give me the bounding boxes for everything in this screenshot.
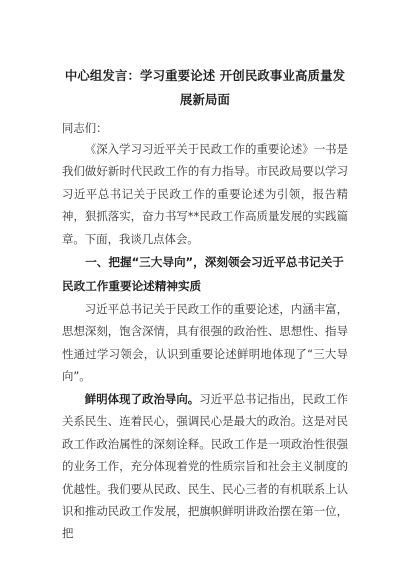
paragraph-lead: 鲜明体现了政治导向。 bbox=[84, 392, 200, 406]
document-title: 中心组发言：学习重要论述 开创民政事业高质量发展新局面 bbox=[64, 68, 346, 107]
political-guidance-paragraph bbox=[62, 388, 348, 545]
intro-paragraph: 《深入学习习近平关于民政工作的重要论述》一书是我们做好新时代民政工作的有力指导。市民政局要以学习习近平总书记关于民政工作的重要论述为引领，报告精神，狠抓落实，奋力书写**民政工作高质量发展的实践篇章。下面，我谈几点体会。 bbox=[62, 142, 348, 246]
paragraph-body: 习近平总书记指出，民政工作关系民生、连着民心，强调民心是最大的政治。这是对民政工作政治属性的深刻诠释。民政工作是一项政治性很强的业务工作，充分体现着党的性质宗旨和社会主义制度的优越性。我们要从民政、民生、民心三者的有机联系上认识和推动民政工作发展，把旗帜鲜明讲政治摆在第一位，把 bbox=[62, 392, 348, 541]
section-heading: 一、把握“三大导向”，深刻领会习近平总书记关于民政工作重要论述精神实质 bbox=[62, 255, 344, 293]
section-intro-paragraph: 习近平总书记关于民政工作的重要论述，内涵丰富，思想深刻，饱含深情，具有很强的政治性、思想性、指导性通过学习领会，认识到重要论述鲜明地体现了“三大导向”。 bbox=[62, 302, 348, 384]
greeting: 同志们： bbox=[62, 121, 108, 135]
